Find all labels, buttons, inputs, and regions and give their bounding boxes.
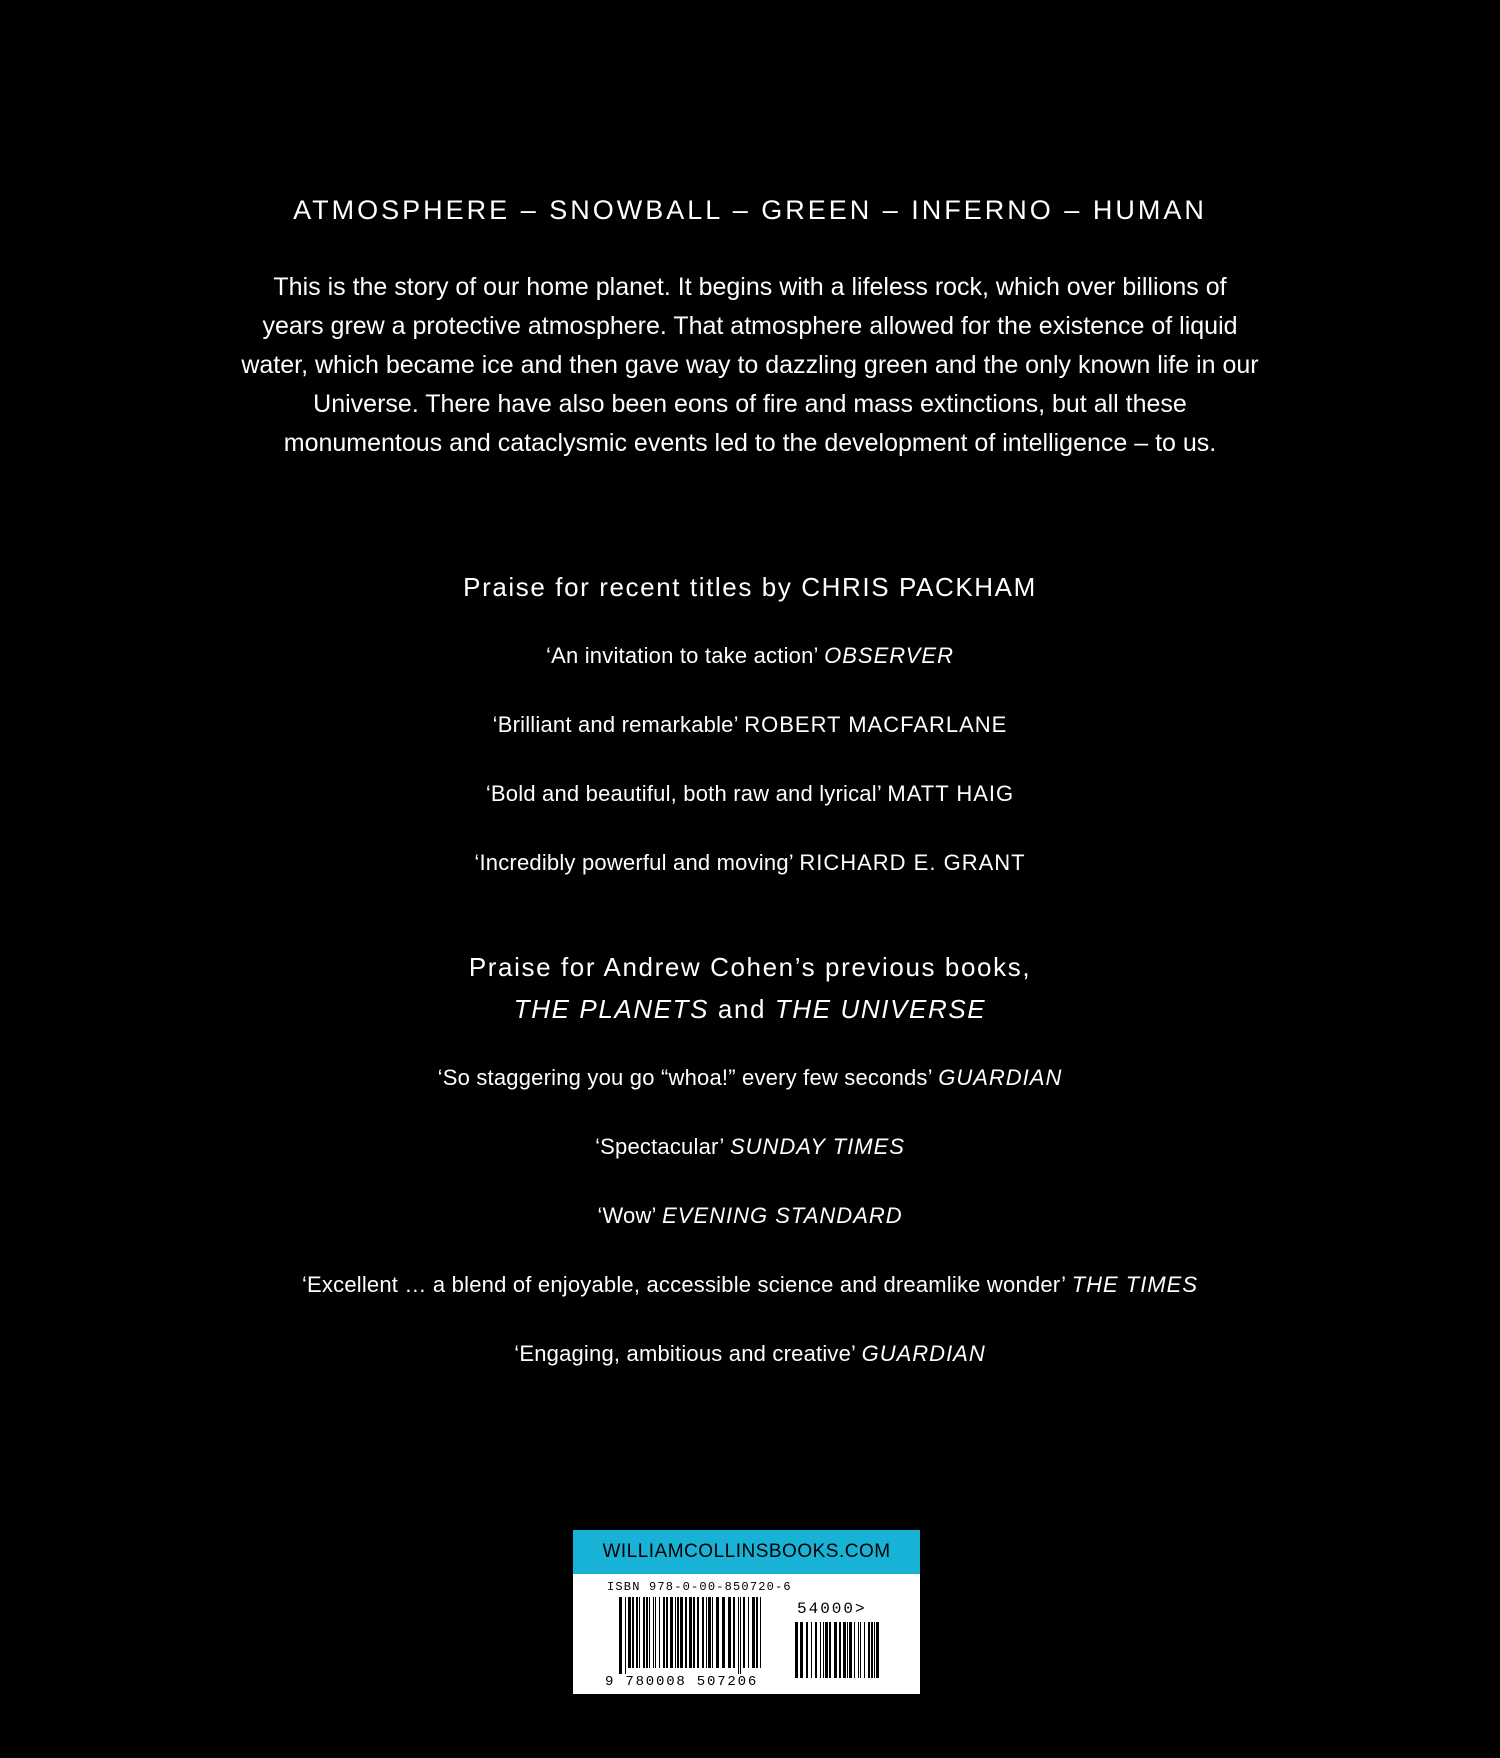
barcode-bar bbox=[646, 1597, 648, 1668]
barcode-bar bbox=[712, 1597, 713, 1668]
barcode-bar bbox=[689, 1597, 692, 1668]
barcode-bar bbox=[748, 1597, 749, 1668]
praise-heading-cohen-line2 bbox=[0, 988, 1500, 1030]
barcode-bar bbox=[636, 1597, 638, 1668]
isbn-number: ISBN 978-0-00-850720-6 bbox=[607, 1580, 792, 1594]
quote-text: ‘Bold and beautiful, both raw and lyrical’ bbox=[485, 781, 882, 806]
barcode-bar bbox=[697, 1597, 699, 1668]
barcode-bar bbox=[820, 1622, 821, 1678]
barcode-bars bbox=[573, 1530, 920, 1694]
book-title-universe: THE UNIVERSE bbox=[774, 994, 987, 1024]
barcode-bar bbox=[685, 1597, 687, 1668]
barcode-bar bbox=[795, 1622, 798, 1678]
barcode-bar bbox=[740, 1597, 741, 1674]
barcode-bar bbox=[843, 1622, 846, 1678]
barcode-bar bbox=[756, 1597, 758, 1668]
cohen-quote-2 bbox=[0, 1131, 1500, 1163]
cohen-quote-1 bbox=[0, 1062, 1500, 1094]
quote-source: ROBERT MACFARLANE bbox=[744, 712, 1008, 737]
quote-text: ‘An invitation to take action’ bbox=[546, 643, 818, 668]
blurb-paragraph: This is the story of our home planet. It begins with a lifeless rock, which over billions of years grew a protective atmosphere. That atmosphere allowed for the existence of liquid water, which became ice and then gave way to dazzling green and the only known life in our Universe. There have also been eons of fire and mass extinctions, but all these monumentous and cataclysmic events led to the development of intelligence – to us. bbox=[241, 273, 1259, 457]
barcode-bar bbox=[675, 1597, 676, 1668]
barcode-label bbox=[573, 1530, 920, 1694]
barcode-bar bbox=[666, 1597, 668, 1668]
barcode-bar bbox=[868, 1622, 870, 1678]
barcode-bar bbox=[854, 1622, 855, 1678]
packham-quote-2 bbox=[0, 709, 1500, 741]
barcode-bar bbox=[643, 1597, 645, 1668]
barcode-bar bbox=[677, 1597, 679, 1668]
barcode-bar bbox=[849, 1622, 852, 1678]
barcode-bar bbox=[858, 1622, 859, 1678]
barcode-bar bbox=[860, 1622, 861, 1678]
barcode-bar bbox=[834, 1622, 837, 1678]
barcode-bar bbox=[839, 1622, 841, 1678]
tagline: ATMOSPHERE – SNOWBALL – GREEN – INFERNO – HUMAN bbox=[293, 195, 1207, 225]
barcode-bar bbox=[653, 1597, 654, 1668]
packham-quote-4 bbox=[0, 847, 1500, 879]
quote-text: ‘So staggering you go “whoa!” every few seconds’ bbox=[437, 1065, 932, 1090]
barcode-bar bbox=[649, 1597, 650, 1668]
barcode-bar bbox=[876, 1622, 879, 1678]
cohen-quote-5 bbox=[0, 1338, 1500, 1370]
barcode-bar bbox=[706, 1597, 707, 1668]
addon-code: 54000 bbox=[797, 1600, 856, 1618]
quote-source: THE TIMES bbox=[1071, 1272, 1199, 1297]
packham-quote-1 bbox=[0, 640, 1500, 672]
barcode-bar bbox=[628, 1597, 631, 1668]
barcode-bar bbox=[639, 1597, 640, 1668]
barcode-bar bbox=[847, 1622, 848, 1678]
quote-source: EVENING STANDARD bbox=[662, 1203, 903, 1228]
barcode-bar bbox=[800, 1622, 803, 1678]
heading-and: and bbox=[717, 994, 767, 1024]
quote-source: MATT HAIG bbox=[887, 781, 1015, 806]
barcode-bar bbox=[874, 1622, 875, 1678]
barcode-bar bbox=[632, 1597, 634, 1668]
barcode-bar bbox=[815, 1622, 817, 1678]
barcode-bar bbox=[733, 1597, 735, 1668]
quote-source: GUARDIAN bbox=[938, 1065, 1063, 1090]
barcode-bar bbox=[716, 1597, 719, 1668]
barcode-bar bbox=[806, 1622, 808, 1678]
barcode-bar bbox=[752, 1597, 755, 1668]
quote-source: SUNDAY TIMES bbox=[729, 1134, 905, 1159]
packham-quote-3 bbox=[0, 778, 1500, 810]
barcode-bar bbox=[864, 1622, 865, 1678]
barcode-bar bbox=[680, 1597, 683, 1668]
quote-text: ‘Spectacular’ bbox=[595, 1134, 724, 1159]
barcode-addon-digits bbox=[797, 1600, 867, 1618]
praise-heading-cohen bbox=[0, 946, 1500, 1030]
praise-heading-packham: Praise for recent titles by CHRIS PACKHAM bbox=[463, 572, 1037, 602]
barcode-bar bbox=[619, 1597, 622, 1674]
barcode-bar bbox=[655, 1597, 656, 1668]
barcode-digits: 9 780008 507206 bbox=[605, 1674, 759, 1690]
barcode-bar bbox=[738, 1597, 739, 1674]
barcode-bar bbox=[829, 1622, 831, 1678]
quote-source: OBSERVER bbox=[824, 643, 954, 668]
cohen-quote-3 bbox=[0, 1200, 1500, 1232]
barcode-bar bbox=[743, 1597, 745, 1668]
barcode-bar bbox=[760, 1597, 761, 1668]
quote-text: ‘Engaging, ambitious and creative’ bbox=[514, 1341, 856, 1366]
barcode-bar bbox=[811, 1622, 812, 1678]
barcode-bar bbox=[693, 1597, 695, 1668]
cohen-quote-4 bbox=[0, 1269, 1500, 1301]
barcode-bar bbox=[659, 1597, 660, 1668]
barcode-bar bbox=[670, 1597, 673, 1668]
barcode-bar bbox=[825, 1622, 828, 1678]
publisher-url: WILLIAMCOLLINSBOOKS.COM bbox=[573, 1530, 920, 1574]
quote-source: GUARDIAN bbox=[861, 1341, 986, 1366]
barcode-bar bbox=[625, 1597, 626, 1674]
barcode-bar bbox=[722, 1597, 725, 1668]
book-title-planets: THE PLANETS bbox=[513, 994, 710, 1024]
quote-text: ‘Wow’ bbox=[597, 1203, 656, 1228]
barcode-bar bbox=[871, 1622, 873, 1678]
quote-text: ‘Excellent … a blend of enjoyable, accessible science and dreamlike wonder’ bbox=[301, 1272, 1066, 1297]
barcode-bar bbox=[728, 1597, 731, 1668]
barcode-bar bbox=[702, 1597, 704, 1668]
quote-source: RICHARD E. GRANT bbox=[799, 850, 1026, 875]
quote-text: ‘Brilliant and remarkable’ bbox=[492, 712, 738, 737]
quote-text: ‘Incredibly powerful and moving’ bbox=[474, 850, 794, 875]
barcode-bar bbox=[823, 1622, 824, 1678]
barcode-bar bbox=[708, 1597, 711, 1668]
barcode-bar bbox=[663, 1597, 665, 1668]
addon-mark: > bbox=[855, 1600, 867, 1618]
praise-heading-cohen-line1: Praise for Andrew Cohen’s previous books, bbox=[468, 952, 1032, 982]
